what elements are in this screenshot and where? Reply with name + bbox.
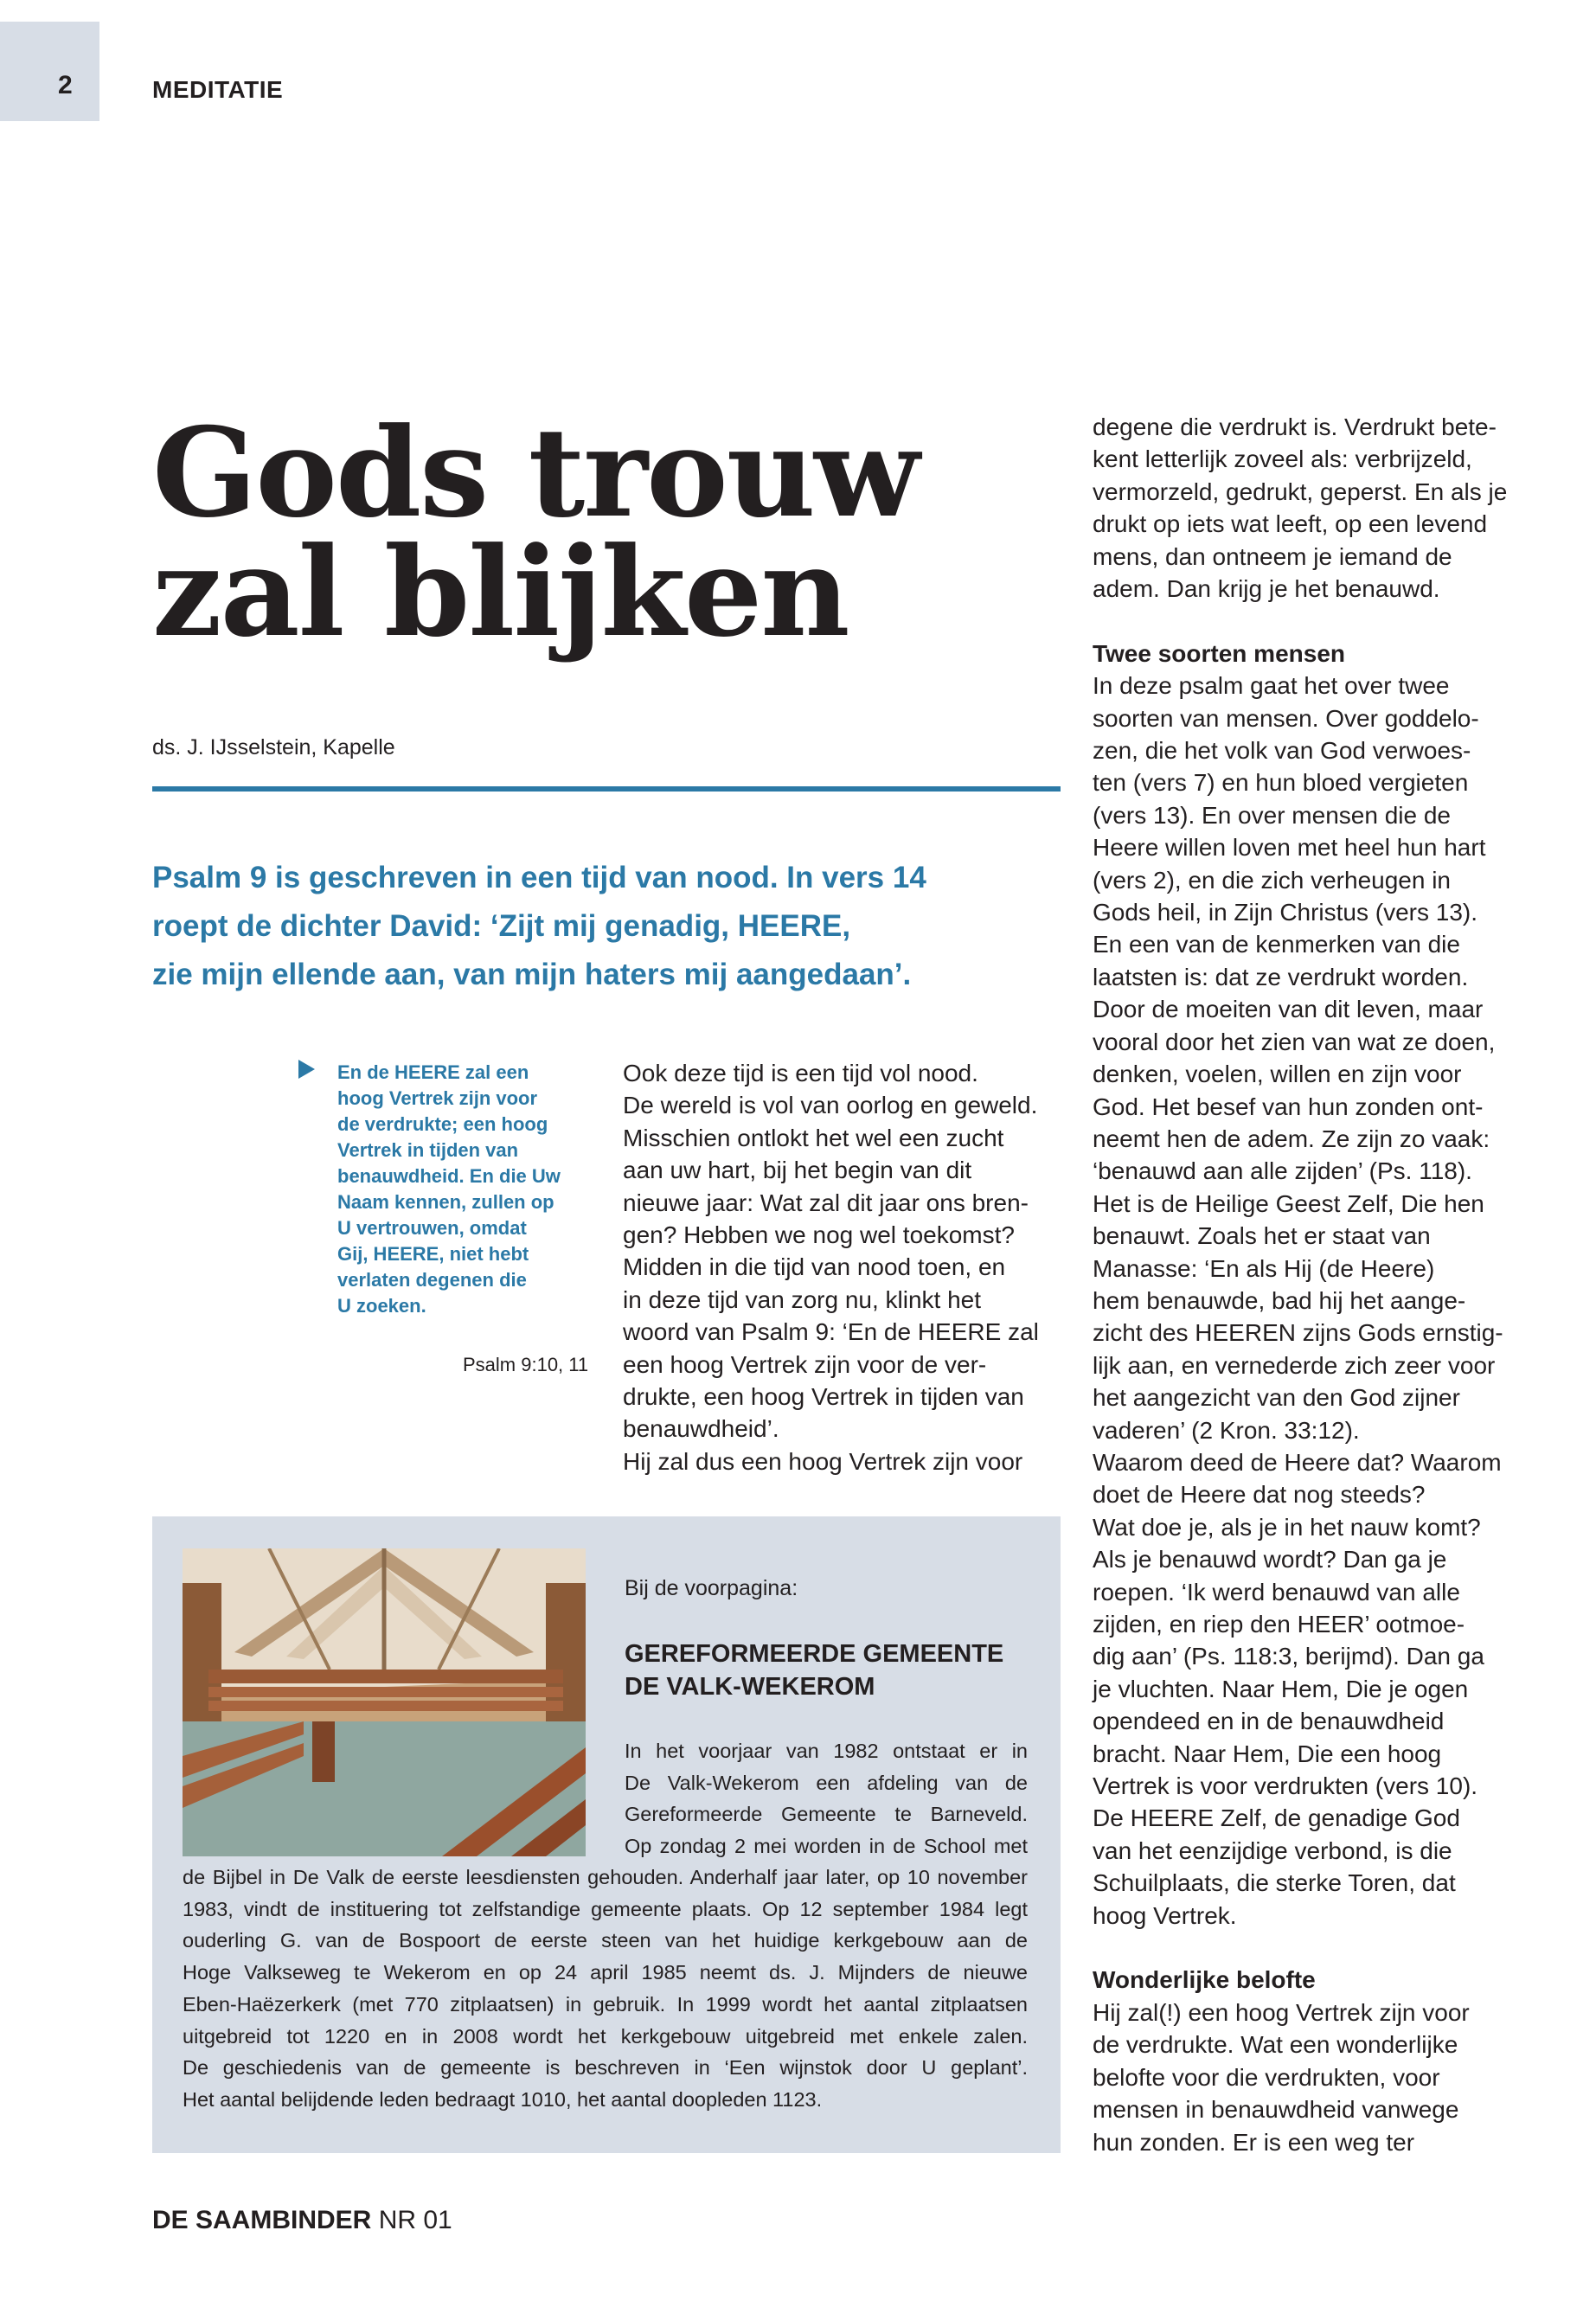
body-line: En een van de kenmerken van die xyxy=(1093,931,1460,958)
body-column-3 xyxy=(1093,411,1542,2158)
body-line: Wat doe je, als je in het nauw komt? xyxy=(1093,1513,1481,1541)
body-line: de verdrukte. Wat een wonderlijke xyxy=(1093,2031,1458,2059)
body-line: (vers 13). En over mensen die de xyxy=(1093,801,1451,829)
body-line: doet de Heere dat nog steeds? xyxy=(1093,1481,1426,1509)
body-line: bracht. Naar Hem, Die een hoog xyxy=(1093,1740,1442,1767)
body-line: (vers 2), en die zich verheugen in xyxy=(1093,866,1451,894)
quote-line: hoog Vertrek zijn voor xyxy=(337,1087,538,1109)
body-line: roepen. ‘Ik werd benauwd van alle xyxy=(1093,1578,1460,1606)
quote-line: Naam kennen, zullen op xyxy=(337,1191,554,1213)
body-line: Hij zal dus een hoog Vertrek zijn voor xyxy=(623,1447,1023,1475)
body-line: van het eenzijdige verbond, is die xyxy=(1093,1836,1452,1864)
box-line: De Valk-Wekerom een afdeling van de xyxy=(625,1771,1028,1794)
body-line: het aangezicht van den God zijner xyxy=(1093,1384,1460,1412)
body-column-2 xyxy=(623,1057,1055,1477)
body-line: mensen in benauwdheid vanwege xyxy=(1093,2096,1459,2124)
body-line: Manasse: ‘En als Hij (de Heere) xyxy=(1093,1254,1435,1282)
body-line: Gods heil, in Zijn Christus (vers 13). xyxy=(1093,899,1478,926)
body-line: kent letterlijk zoveel als: verbrijzeld, xyxy=(1093,445,1472,473)
body-line: neemt hen de adem. Ze zijn zo vaak: xyxy=(1093,1125,1490,1152)
footer-magazine: DE SAAMBINDER xyxy=(152,2206,372,2234)
box-title-line: GEREFORMEERDE GEMEENTE xyxy=(625,1640,1004,1668)
body-line: woord van Psalm 9: ‘En de HEERE zal xyxy=(623,1318,1039,1346)
paragraph-gap xyxy=(1093,1932,1542,1964)
body-line: Misschien ontlokt het wel een zucht xyxy=(623,1124,1004,1151)
body-line: degene die verdrukt is. Verdrukt bete- xyxy=(1093,413,1497,440)
box-line: uitgebreid tot 1220 en in 2008 wordt het kerkgebouw uitgebreid met enkele zalen. xyxy=(183,2024,1028,2048)
body-line: Het is de Heilige Geest Zelf, Die hen xyxy=(1093,1189,1484,1217)
body-line: opendeed en in de benauwdheid xyxy=(1093,1708,1445,1735)
body-line: God. Het besef van hun zonden ont- xyxy=(1093,1093,1484,1120)
box-line: Eben-Haëzerkerk (met 770 zitplaatsen) in gebruik. In 1999 wordt het aantal zitplaatsen xyxy=(183,1992,1028,2016)
box-line: 1983, vindt de instituering tot zelfstandige gemeente plaats. Op 12 september 1984 legt xyxy=(183,1897,1028,1920)
body-line: je vluchten. Naar Hem, Die je ogen xyxy=(1093,1675,1469,1702)
quote-line: Gij, HEERE, niet hebt xyxy=(337,1243,529,1265)
bible-quote xyxy=(337,1060,597,1319)
intro-line: Psalm 9 is geschreven in een tijd van nood. In vers 14 xyxy=(152,861,926,894)
box-line: ouderling G. van de Bospoort de eerste steen van het huidige kerkgebouw aan de xyxy=(183,1929,1028,1952)
quote-line: benauwdheid. En die Uw xyxy=(337,1165,561,1187)
box-line: Gereformeerde Gemeente te Barneveld. xyxy=(625,1803,1028,1826)
body-line: hoog Vertrek. xyxy=(1093,1901,1237,1929)
body-line: dig aan’ (Ps. 118:3, berijmd). Dan ga xyxy=(1093,1643,1484,1670)
divider-rule xyxy=(152,786,1061,792)
body-line: mens, dan ontneem je iemand de xyxy=(1093,542,1452,570)
section-label: MEDITATIE xyxy=(152,76,284,103)
body-line: benauwt. Zoals het er staat van xyxy=(1093,1222,1431,1250)
author-byline: ds. J. IJsselstein, Kapelle xyxy=(152,735,395,760)
subheading: Twee soorten mensen xyxy=(1093,639,1346,667)
quote-line: U vertrouwen, omdat xyxy=(337,1217,527,1239)
box-line: Op zondag 2 mei worden in de School met xyxy=(625,1835,1028,1858)
body-line: hun zonden. Er is een weg ter xyxy=(1093,2128,1415,2156)
body-line: Vertrek is voor verdrukten (vers 10). xyxy=(1093,1772,1478,1800)
body-line: adem. Dan krijg je het benauwd. xyxy=(1093,575,1440,603)
intro-lead xyxy=(152,854,1069,999)
body-line: Waarom deed de Heere dat? Waarom xyxy=(1093,1448,1502,1476)
intro-line: roept de dichter David: ‘Zijt mij genadig, HEERE, xyxy=(152,909,851,943)
box-title-line: DE VALK-WEKEROM xyxy=(625,1673,875,1701)
box-title xyxy=(625,1638,1003,1703)
body-line: drukt op iets wat leeft, op een levend xyxy=(1093,510,1488,538)
quote-line: verlaten degenen die xyxy=(337,1269,527,1291)
body-line: Schuilplaats, die sterke Toren, dat xyxy=(1093,1869,1456,1897)
quote-line: U zoeken. xyxy=(337,1295,426,1317)
church-interior-photo xyxy=(183,1548,586,1856)
box-line: Het aantal belijdende leden bedraagt 1010, het aantal doopleden 1123. xyxy=(183,2087,823,2111)
article-title xyxy=(152,401,1061,664)
play-arrow-icon xyxy=(298,1060,315,1079)
footer-issue: NR 01 xyxy=(371,2206,452,2234)
paragraph-gap xyxy=(1093,605,1542,637)
body-line: In deze psalm gaat het over twee xyxy=(1093,672,1450,700)
body-line: belofte voor die verdrukten, voor xyxy=(1093,2063,1440,2091)
body-line: gen? Hebben we nog wel toekomst? xyxy=(623,1221,1015,1249)
body-line: hem benauwde, bad hij het aange- xyxy=(1093,1286,1466,1314)
body-line: een hoog Vertrek zijn voor de ver- xyxy=(623,1350,987,1378)
box-line: De geschiedenis van de gemeente is beschreven in ‘Een wijnstok door U geplant’. xyxy=(183,2056,1028,2080)
body-line: drukte, een hoog Vertrek in tijden van xyxy=(623,1383,1024,1411)
body-line: vooral door het zien van wat ze doen, xyxy=(1093,1028,1496,1055)
body-line: in deze tijd van zorg nu, klinkt het xyxy=(623,1285,982,1313)
body-line: Door de moeiten van dit leven, maar xyxy=(1093,996,1484,1023)
page-number-box xyxy=(0,22,99,121)
quote-line: Vertrek in tijden van xyxy=(337,1139,519,1161)
body-line: ‘benauwd aan alle zijden’ (Ps. 118). xyxy=(1093,1157,1472,1185)
body-line: De wereld is vol van oorlog en geweld. xyxy=(623,1092,1038,1119)
body-line: Ook deze tijd is een tijd vol nood. xyxy=(623,1060,978,1086)
title-line: Gods trouw xyxy=(152,401,919,545)
body-line: nieuwe jaar: Wat zal dit jaar ons bren- xyxy=(623,1189,1029,1216)
quote-line: de verdrukte; een hoog xyxy=(337,1113,548,1135)
body-line: vaderen’ (2 Kron. 33:12). xyxy=(1093,1416,1360,1444)
body-line: soorten van mensen. Over goddelo- xyxy=(1093,704,1479,732)
box-line: Hoge Valkseweg te Wekerom en op 24 april 1985 neemt ds. J. Mijnders de nieuwe xyxy=(183,1961,1028,1984)
box-text-full xyxy=(183,1862,1028,2116)
body-line: laatsten is: dat ze verdrukt worden. xyxy=(1093,963,1469,990)
body-line: zicht des HEEREN zijns Gods ernstig- xyxy=(1093,1319,1503,1347)
body-line: zen, die het volk van God verwoes- xyxy=(1093,737,1471,765)
intro-line: zie mijn ellende aan, van mijn haters mij aangedaan’. xyxy=(152,958,912,991)
quote-line: En de HEERE zal een xyxy=(337,1061,529,1083)
box-overline: Bij de voorpagina: xyxy=(625,1576,798,1600)
body-line: Als je benauwd wordt? Dan ga je xyxy=(1093,1546,1447,1574)
page-number: 2 xyxy=(58,71,73,99)
body-line: Heere willen loven met heel hun hart xyxy=(1093,834,1486,862)
footer xyxy=(152,2206,452,2235)
quote-reference: Psalm 9:10, 11 xyxy=(463,1354,589,1375)
box-text-right xyxy=(625,1735,1028,1862)
subheading: Wonderlijke belofte xyxy=(1093,1966,1316,1994)
box-line: In het voorjaar van 1982 ontstaat er in xyxy=(625,1740,1028,1762)
body-line: Hij zal(!) een hoog Vertrek zijn voor xyxy=(1093,1998,1470,2026)
box-line: de Bijbel in De Valk de eerste leesdiensten gehouden. Anderhalf jaar later, op 10 november xyxy=(183,1866,1028,1888)
body-line: benauwdheid’. xyxy=(623,1415,779,1443)
body-line: Midden in die tijd van nood toen, en xyxy=(623,1253,1006,1281)
body-line: denken, voelen, willen en zijn voor xyxy=(1093,1061,1462,1088)
body-line: lijk aan, en vernederde zich zeer voor xyxy=(1093,1351,1496,1379)
body-line: De HEERE Zelf, de genadige God xyxy=(1093,1804,1460,1832)
body-line: ten (vers 7) en hun bloed vergieten xyxy=(1093,769,1469,797)
title-line: zal blijken xyxy=(152,521,849,664)
body-line: vermorzeld, gedrukt, geperst. En als je xyxy=(1093,478,1508,505)
body-line: zijden, en riep den HEER’ ootmoe- xyxy=(1093,1611,1465,1638)
body-line: aan uw hart, bij het begin van dit xyxy=(623,1157,972,1184)
